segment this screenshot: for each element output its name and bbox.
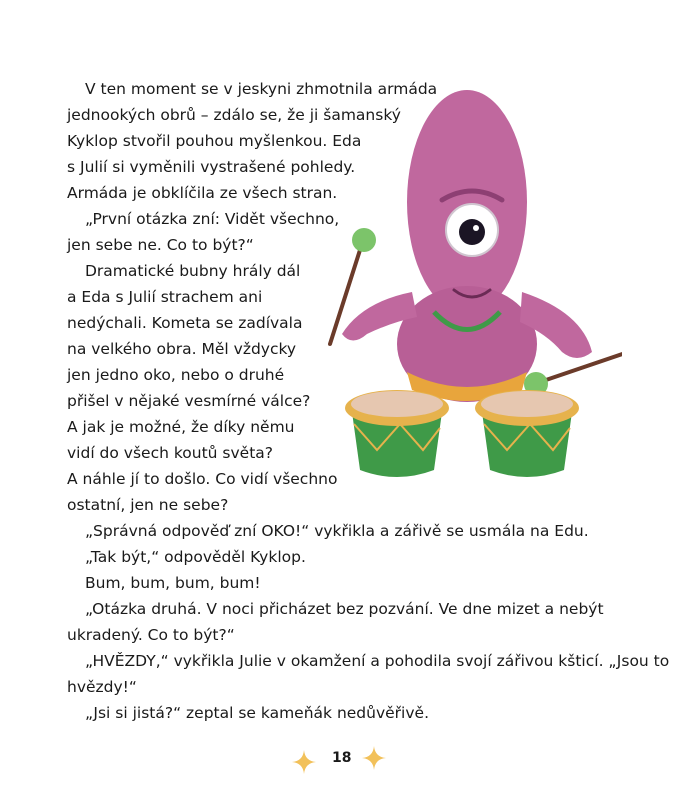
text-line: Bum, bum, bum, bum!: [85, 574, 261, 592]
text-line: „Jsi si jistá?“ zeptal se kameňák nedůvěřivě.: [85, 704, 429, 722]
text-line: Dramatické bubny hrály dál: [85, 262, 301, 280]
text-line: Kyklop stvořil pouhou myšlenkou. Eda: [67, 132, 362, 150]
page-number: 18: [332, 750, 352, 766]
text-line: jednookých obrů – zdálo se, že ji šamanský: [67, 106, 401, 124]
text-line: A náhle jí to došlo. Co vidí všechno: [67, 470, 338, 488]
text-line: jen sebe ne. Co to být?“: [67, 236, 254, 254]
page-footer: [0, 742, 683, 782]
text-line: jen jedno oko, nebo o druhé: [67, 366, 285, 384]
text-line: přišel v nějaké vesmírné válce?: [67, 392, 311, 410]
text-line: s Julií si vyměnili vystrašené pohledy.: [67, 158, 356, 176]
text-line: a Eda s Julií strachem ani: [67, 288, 263, 306]
text-line: vidí do všech koutů světa?: [67, 444, 274, 462]
text-line: V ten moment se v jeskyni zhmotnila armáda: [85, 80, 438, 98]
text-line: hvězdy!“: [67, 678, 137, 696]
text-line: Armáda je obklíčila ze všech stran.: [67, 184, 338, 202]
cyclops-drummer-illustration: [322, 72, 622, 492]
text-line: „HVĚZDY,“ vykřikla Julie v okamžení a pohodila svojí zářivou kšticí. „Jsou to: [85, 652, 670, 670]
text-line: na velkého obra. Měl vždycky: [67, 340, 297, 358]
text-line: A jak je možné, že díky němu: [67, 418, 295, 436]
text-line: ukradený. Co to být?“: [67, 626, 235, 644]
text-line: „Tak být,“ odpověděl Kyklop.: [85, 548, 306, 566]
text-line: „Správná odpověď zní OKO!“ vykřikla a zářivě se usmála na Edu.: [85, 522, 589, 540]
sparkle-star-icon: [292, 750, 316, 774]
sparkle-star-icon: [362, 746, 386, 770]
text-line: ostatní, jen ne sebe?: [67, 496, 229, 514]
text-line: „Otázka druhá. V noci přicházet bez pozvání. Ve dne mizet a nebýt: [85, 600, 604, 618]
text-line: „První otázka zní: Vidět všechno,: [85, 210, 340, 228]
text-line: nedýchali. Kometa se zadívala: [67, 314, 303, 332]
